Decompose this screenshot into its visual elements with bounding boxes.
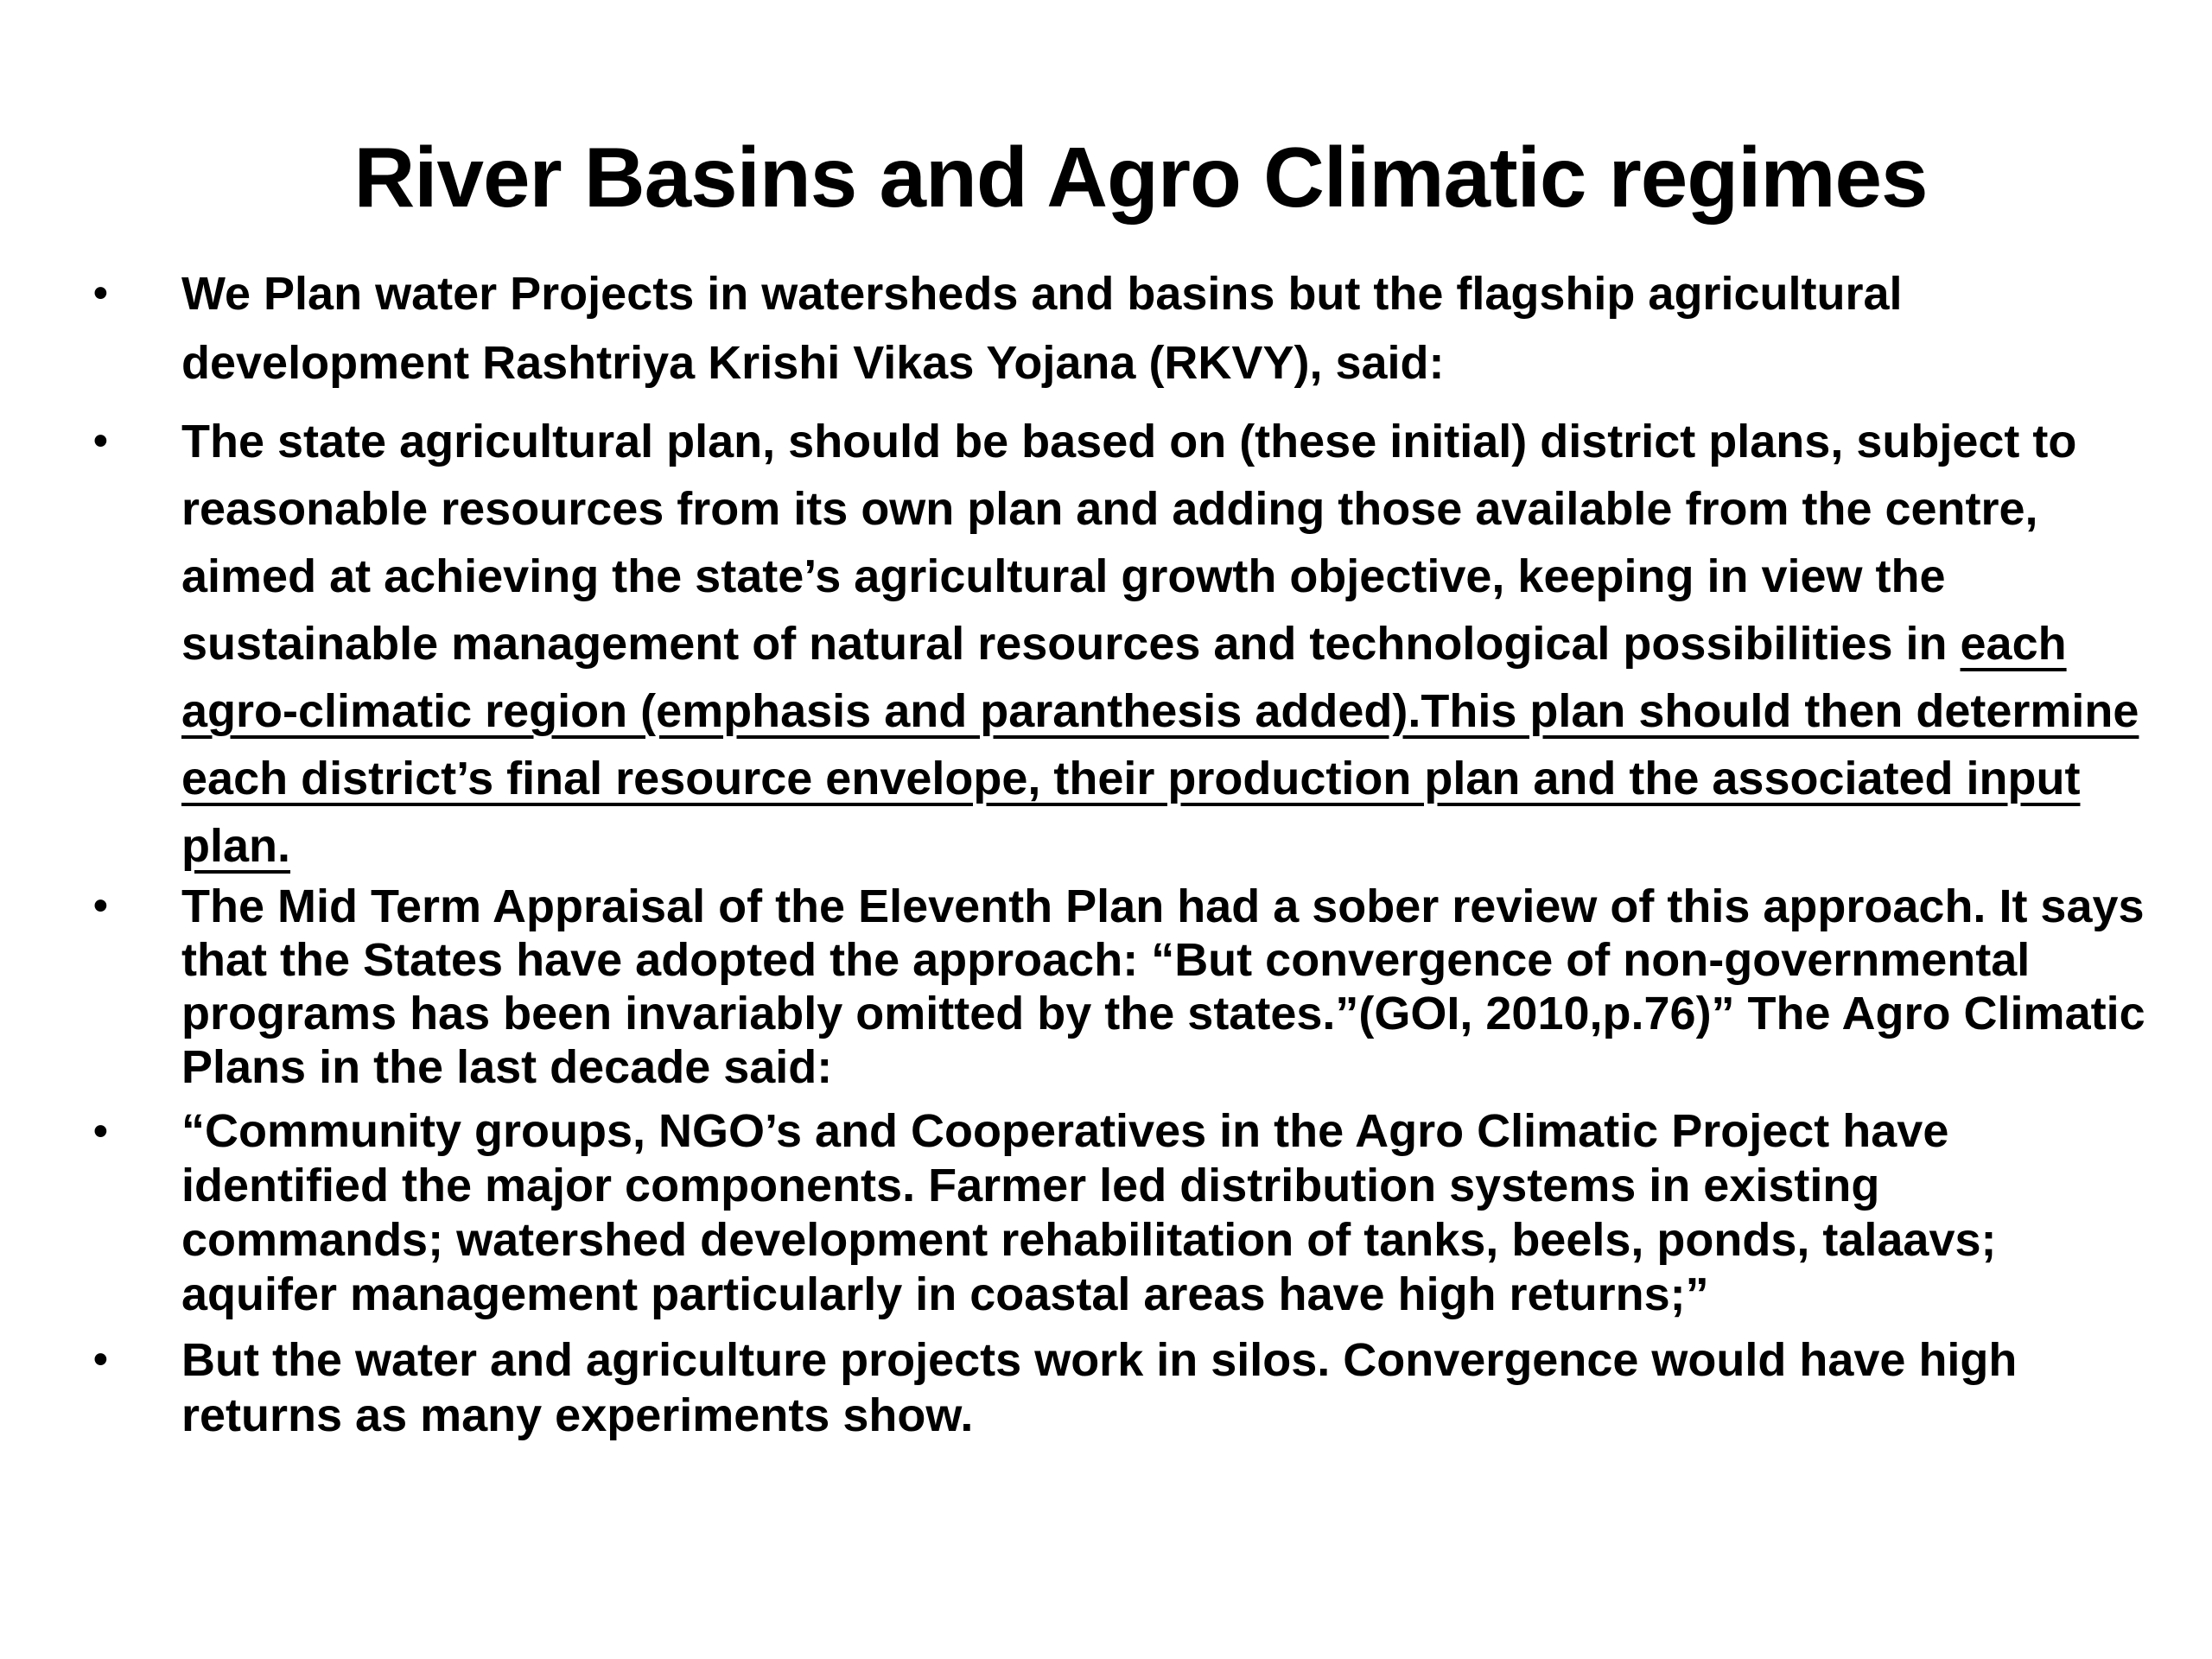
bullet-item xyxy=(93,408,2150,880)
bullet-text: The Mid Term Appraisal of the Eleventh Plan had a sober review of this approach. It says that the States have adopted the approach: “But convergence of non-governmental programs has been invariably omitted by the states.”(GOI, 2010,p.76)” The Agro Climatic Plans in the last decade said: xyxy=(181,880,2145,1093)
bullet-dot-icon: • xyxy=(93,1109,108,1154)
bullet-text-underlined: each agro-climatic region (emphasis and paranthesis added).This plan should then determine each district’s final resource envelope, their production plan and the associated input plan. xyxy=(181,618,2139,872)
bullet-item xyxy=(93,1104,2150,1322)
bullet-text: The state agricultural plan, should be based on (these initial) district plans, subject to reasonable resources from its own plan and adding those available from the centre, aimed at achieving the state’s agricultural growth objective, keeping in view the sustainable management of natural resources and technological possibilities in xyxy=(181,416,2077,670)
slide-title: River Basins and Agro Climatic regimes xyxy=(353,130,1928,225)
bullet-item xyxy=(93,880,2150,1094)
bullet-text: “Community groups, NGO’s and Cooperatives in the Agro Climatic Project have identified the major components. Farmer led distribution systems in existing commands; watershed development rehabilitation of tanks, beels, ponds, talaavs; aquifer management particularly in coastal areas have high returns;” xyxy=(181,1105,1997,1320)
bullet-item xyxy=(93,1332,2150,1443)
bullet-dot-icon: • xyxy=(93,418,108,464)
bullet-dot-icon: • xyxy=(93,270,108,316)
bullet-dot-icon: • xyxy=(93,1337,108,1382)
bullet-text: We Plan water Projects in watersheds and basins but the flagship agricultural development Rashtriya Krishi Vikas Yojana (RKVY), said: xyxy=(181,268,1903,389)
bullet-list xyxy=(93,259,2150,1443)
bullet-text: But the water and agriculture projects work in silos. Convergence would have high returns as many experiments show. xyxy=(181,1334,2018,1441)
bullet-dot-icon: • xyxy=(93,883,108,929)
bullet-item xyxy=(93,259,2150,397)
